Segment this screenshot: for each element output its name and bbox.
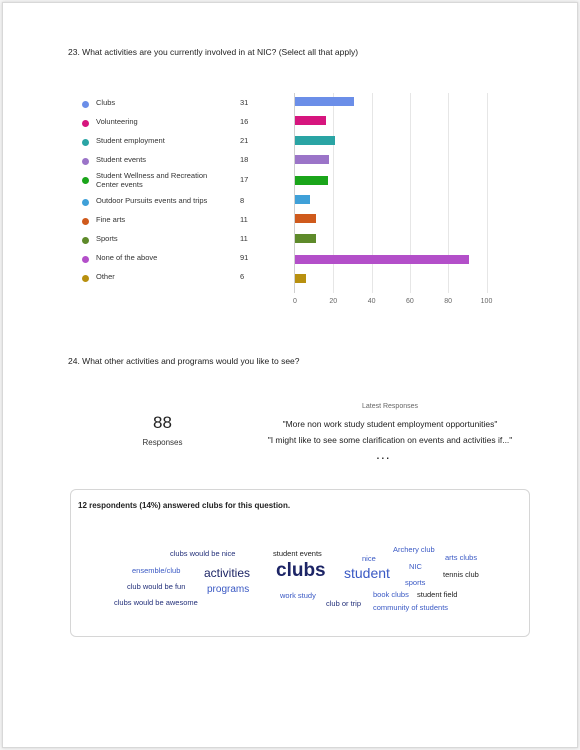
cloud-word[interactable]: clubs would be nice bbox=[170, 549, 236, 558]
legend-dot-none bbox=[82, 256, 89, 263]
cloud-word[interactable]: club would be fun bbox=[127, 582, 186, 591]
legend-label: Clubs bbox=[96, 98, 116, 107]
more-responses-button[interactable]: ... bbox=[376, 446, 391, 462]
x-tick-label: 40 bbox=[367, 298, 376, 305]
legend-label: Volunteering bbox=[96, 117, 138, 126]
legend-count: 11 bbox=[240, 234, 248, 243]
legend-dot-volunteering bbox=[82, 120, 89, 127]
bar-student-events[interactable] bbox=[295, 155, 329, 164]
x-tick-label: 100 bbox=[480, 298, 493, 305]
cloud-word[interactable]: tennis club bbox=[443, 570, 479, 579]
cloud-word[interactable]: student field bbox=[417, 590, 458, 599]
x-tick-label: 20 bbox=[329, 298, 338, 305]
cloud-word[interactable]: student events bbox=[273, 549, 322, 558]
legend-dot-student-events bbox=[82, 158, 89, 165]
legend-count: 31 bbox=[240, 98, 249, 107]
legend-label: Other bbox=[96, 272, 115, 281]
legend-item bbox=[80, 115, 270, 133]
x-tick-label: 80 bbox=[444, 298, 453, 305]
legend-label: Sports bbox=[96, 234, 118, 243]
legend-count: 11 bbox=[240, 215, 248, 224]
bar-other[interactable] bbox=[295, 274, 306, 283]
legend-count: 6 bbox=[240, 272, 245, 281]
bar-clubs[interactable] bbox=[295, 97, 354, 106]
cloud-word[interactable]: ensemble/club bbox=[132, 566, 181, 575]
legend-count: 16 bbox=[240, 117, 249, 126]
cloud-word[interactable]: clubs would be awesome bbox=[114, 598, 198, 607]
legend-dot-other bbox=[82, 275, 89, 282]
responses-count: 88 bbox=[153, 413, 172, 432]
legend-dot-student-employment bbox=[82, 139, 89, 146]
legend-dot-fine-arts bbox=[82, 218, 89, 225]
legend-item bbox=[80, 96, 270, 114]
legend-count: 8 bbox=[240, 196, 245, 205]
legend-dot-outdoor-pursuits bbox=[82, 199, 89, 206]
word-cloud-caption: 12 respondents (14%) answered clubs for this question. bbox=[78, 501, 291, 510]
bar-student-employment[interactable] bbox=[295, 136, 335, 145]
q23-title: 23. What activities are you currently involved in at NIC? (Select all that apply) bbox=[68, 47, 359, 57]
legend-label: Student events bbox=[96, 155, 147, 164]
responses-label: Responses bbox=[142, 438, 183, 447]
legend-count: 91 bbox=[240, 253, 249, 262]
cloud-word[interactable]: work study bbox=[280, 591, 316, 600]
legend-item bbox=[80, 213, 270, 231]
legend-item bbox=[80, 194, 270, 212]
latest-responses-title: Latest Responses bbox=[361, 403, 419, 410]
latest-response[interactable]: "I might like to see some clarification on events and activities if..." bbox=[267, 435, 513, 445]
legend-dot-wellness bbox=[82, 177, 89, 184]
cloud-word[interactable]: NIC bbox=[409, 562, 422, 571]
x-tick-label: 0 bbox=[293, 298, 297, 305]
legend-item bbox=[80, 270, 270, 288]
cloud-word[interactable]: clubs bbox=[276, 560, 326, 581]
cloud-word[interactable]: nice bbox=[362, 554, 376, 563]
legend-item bbox=[80, 251, 270, 269]
cloud-word[interactable]: community of students bbox=[373, 603, 449, 612]
cloud-word[interactable]: sports bbox=[405, 578, 426, 587]
legend-count: 17 bbox=[240, 175, 249, 184]
latest-response[interactable]: "More non work study student employment opportunities" bbox=[282, 419, 498, 429]
legend-item bbox=[80, 232, 270, 250]
bar-none-of-the-above[interactable] bbox=[295, 255, 469, 264]
gridline bbox=[487, 93, 488, 293]
x-tick-label: 60 bbox=[405, 298, 414, 305]
legend-item bbox=[80, 134, 270, 152]
bar-fine-arts[interactable] bbox=[295, 214, 316, 223]
cloud-word[interactable]: activities bbox=[204, 566, 251, 580]
bar-volunteering[interactable] bbox=[295, 116, 326, 125]
cloud-word[interactable]: club or trip bbox=[326, 599, 362, 608]
legend-count: 18 bbox=[240, 155, 249, 164]
legend-item bbox=[80, 169, 270, 191]
legend-count: 21 bbox=[240, 136, 249, 145]
cloud-word[interactable]: student bbox=[344, 565, 390, 581]
legend-label: None of the above bbox=[96, 253, 158, 262]
legend-dot-clubs bbox=[82, 101, 89, 108]
legend-label: Outdoor Pursuits events and trips bbox=[96, 196, 208, 205]
q24-title: 24. What other activities and programs would you like to see? bbox=[68, 356, 300, 366]
bar-student-wellness-and-recreation-center-events[interactable] bbox=[295, 176, 328, 185]
legend-label: Fine arts bbox=[96, 215, 126, 224]
cloud-word[interactable]: programs bbox=[207, 584, 250, 595]
legend-dot-sports bbox=[82, 237, 89, 244]
bar-sports[interactable] bbox=[295, 234, 316, 243]
legend-label: Student employment bbox=[96, 136, 165, 145]
cloud-word[interactable]: arts clubs bbox=[445, 553, 478, 562]
cloud-word[interactable]: book clubs bbox=[373, 590, 409, 599]
cloud-word[interactable]: Archery club bbox=[393, 545, 435, 554]
legend-label: Student Wellness and Recreation Center events bbox=[96, 171, 208, 189]
bar-outdoor-pursuits-events-and-trips[interactable] bbox=[295, 195, 310, 204]
